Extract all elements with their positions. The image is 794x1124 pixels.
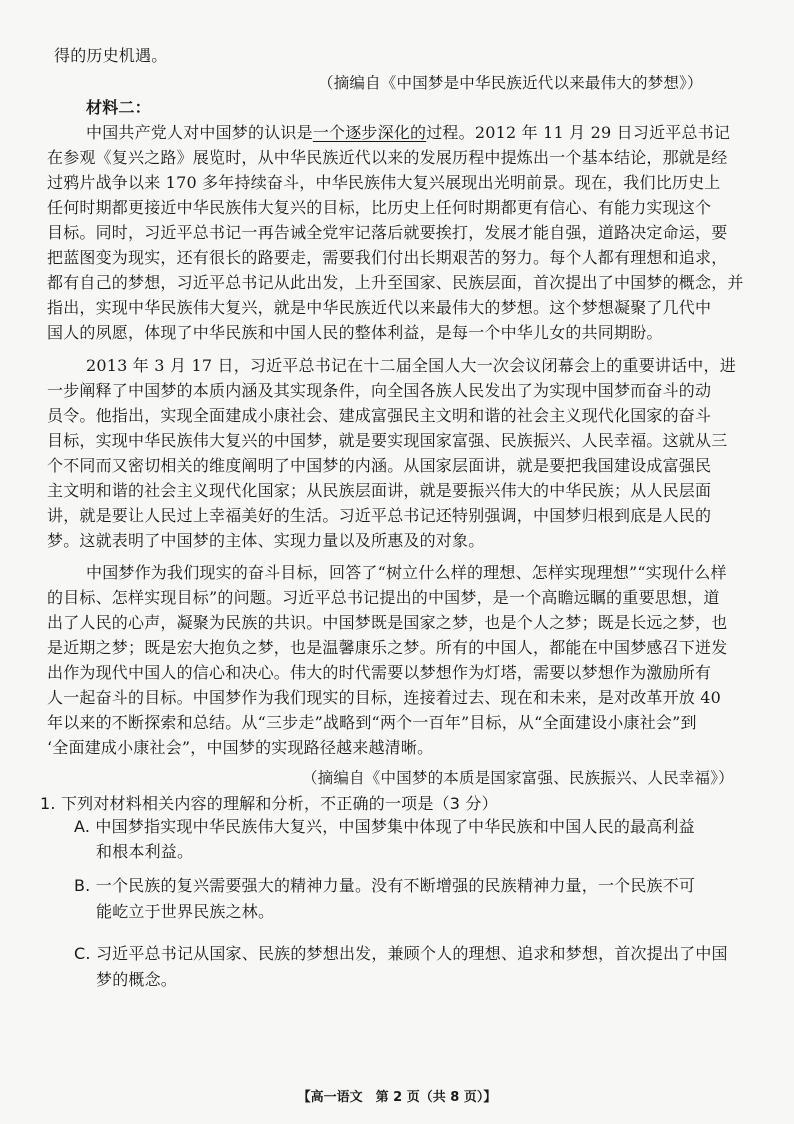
p1-line-9: 国人的夙愿，体现了中华民族和中国人民的整体利益，是每一个中华儿女的共同期盼。 xyxy=(47,323,663,342)
option-b-line-1: B. 一个民族的复兴需要强大的精神力量。没有不断增强的民族精神力量，一个民族不可 xyxy=(74,876,696,895)
material1-source: （摘编自《中国梦是中华民族近代以来最伟大的梦想》） xyxy=(318,74,703,92)
p1-line-4: 任何时期都更接近中华民族伟大复兴的目标，比历史上任何时期都更有信心、有能力实现这个 xyxy=(47,198,712,217)
option-a-line-2: 和根本利益。 xyxy=(96,842,194,861)
question-stem: 1. 下列对材料相关内容的理解和分析，不正确的一项是（3 分） xyxy=(40,794,498,813)
p3-line-5: 出作为现代中国人的信心和决心。伟大的时代需要以梦想作为灯塔，需要以梦想作为激励所有 xyxy=(47,663,712,682)
p2-line-7: 讲，就是要让人民过上幸福美好的生活。习近平总书记还特别强调，中国梦归根到底是人民的 xyxy=(47,506,712,525)
p1-underlined-phrase: 一个逐步深化的 xyxy=(312,123,427,142)
p3-line-1: 中国梦作为我们现实的奋斗目标，回答了“树立什么样的理想、怎样实现理想”“实现什么样 xyxy=(86,563,727,582)
material2-source: （摘编自《中国梦的本质是国家富强、民族振兴、人民幸福》） xyxy=(302,769,734,787)
material2-heading: 材料二： xyxy=(86,98,151,117)
p2-line-6: 主文明和谐的社会主义现代化国家；从民族层面讲，就是要振兴伟大的中华民族；从人民层面 xyxy=(47,481,712,500)
p2-line-1: 2013 年 3 月 17 日，习近平总书记在十二届全国人大一次会议闭幕会上的重要讲话中，进 xyxy=(86,356,736,375)
p2-line-4: 目标，实现中华民族伟大复兴的中国梦，就是要实现国家富强、民族振兴、人民幸福。这就从三 xyxy=(47,431,728,450)
p1-line-2: 在参观《复兴之路》展览时，从中华民族近代以来的发展历程中提炼出一个基本结论，那就是经 xyxy=(47,148,728,167)
p1-line-6: 把蓝图变为现实，还有很长的路要走，需要我们付出长期艰苦的努力。每个人都有理想和追求， xyxy=(47,248,728,267)
p3-line-6: 人一起奋斗的目标。中国梦作为我们现实的目标，连接着过去、现在和未来，是对改革开放 40 xyxy=(47,688,722,707)
p3-line-4: 是近期之梦；既是宏大抱负之梦，也是温馨康乐之梦。所有的中国人，都能在中国梦感召下迸发 xyxy=(47,638,728,657)
p1-line-1-post: 过程。2012 年 11 月 29 日习近平总书记 xyxy=(426,123,731,142)
p1-line-1-pre: 中国共产党人对中国梦的认识是 xyxy=(86,123,313,142)
option-c-line-2: 梦的概念。 xyxy=(96,970,178,989)
p1-line-1 xyxy=(86,123,730,143)
p3-line-8: ‘全面建成小康社会”，中国梦的实现路径越来越清晰。 xyxy=(47,738,434,757)
p1-line-8: 指出，实现中华民族伟大复兴，就是中华民族近代以来最伟大的梦想。这个梦想凝聚了几代中 xyxy=(47,298,712,317)
page-footer: 【高一语文 第 2 页（共 8 页）】 xyxy=(297,1090,497,1105)
p1-line-3: 过鸦片战争以来 170 多年持续奋斗，中华民族伟大复兴展现出光明前景。现在，我们比历史上 xyxy=(47,173,721,192)
p2-line-3: 员令。他指出，实现全面建成小康社会、建成富强民主文明和谐的社会主义现代化国家的奋斗 xyxy=(47,406,712,425)
p2-line-5: 个不同而又密切相关的维度阐明了中国梦的内涵。从国家层面讲，就是要把我国建设成富强民 xyxy=(47,456,712,475)
intro-fragment: 得的历史机遇。 xyxy=(54,46,168,65)
p2-line-8: 梦。这就表明了中国梦的主体、实现力量以及所惠及的对象。 xyxy=(47,531,485,550)
option-a-line-1: A. 中国梦指实现中华民族伟大复兴，中国梦集中体现了中华民族和中国人民的最高利益 xyxy=(74,817,695,836)
p2-line-2: 一步阐释了中国梦的本质内涵及其实现条件，向全国各族人民发出了为实现中国梦而奋斗的动 xyxy=(47,381,712,400)
p1-line-5: 目标。同时，习近平总书记一再告诫全党牢记落后就要挨打，发展才能自强，道路决定命运，要 xyxy=(47,223,728,242)
option-c-line-1: C. 习近平总书记从国家、民族的梦想出发，兼顾个人的理想、追求和梦想，首次提出了中国 xyxy=(74,944,728,963)
option-b-line-2: 能屹立于世界民族之林。 xyxy=(96,902,275,921)
p3-line-7: 年以来的不断探索和总结。从“三步走”战略到“两个一百年”目标，从“全面建设小康社会”到 xyxy=(47,713,697,732)
p3-line-3: 出了人民的心声，凝聚为民族的共识。中国梦既是国家之梦，也是个人之梦；既是长远之梦，也 xyxy=(47,613,728,632)
p1-line-7: 都有自己的梦想，习近平总书记从此出发，上升至国家、民族层面，首次提出了中国梦的概念，并 xyxy=(47,273,744,292)
p3-line-2: 的目标、怎样实现目标”的问题。习近平总书记提出的中国梦，是一个高瞻远瞩的重要思想，道 xyxy=(47,588,720,607)
